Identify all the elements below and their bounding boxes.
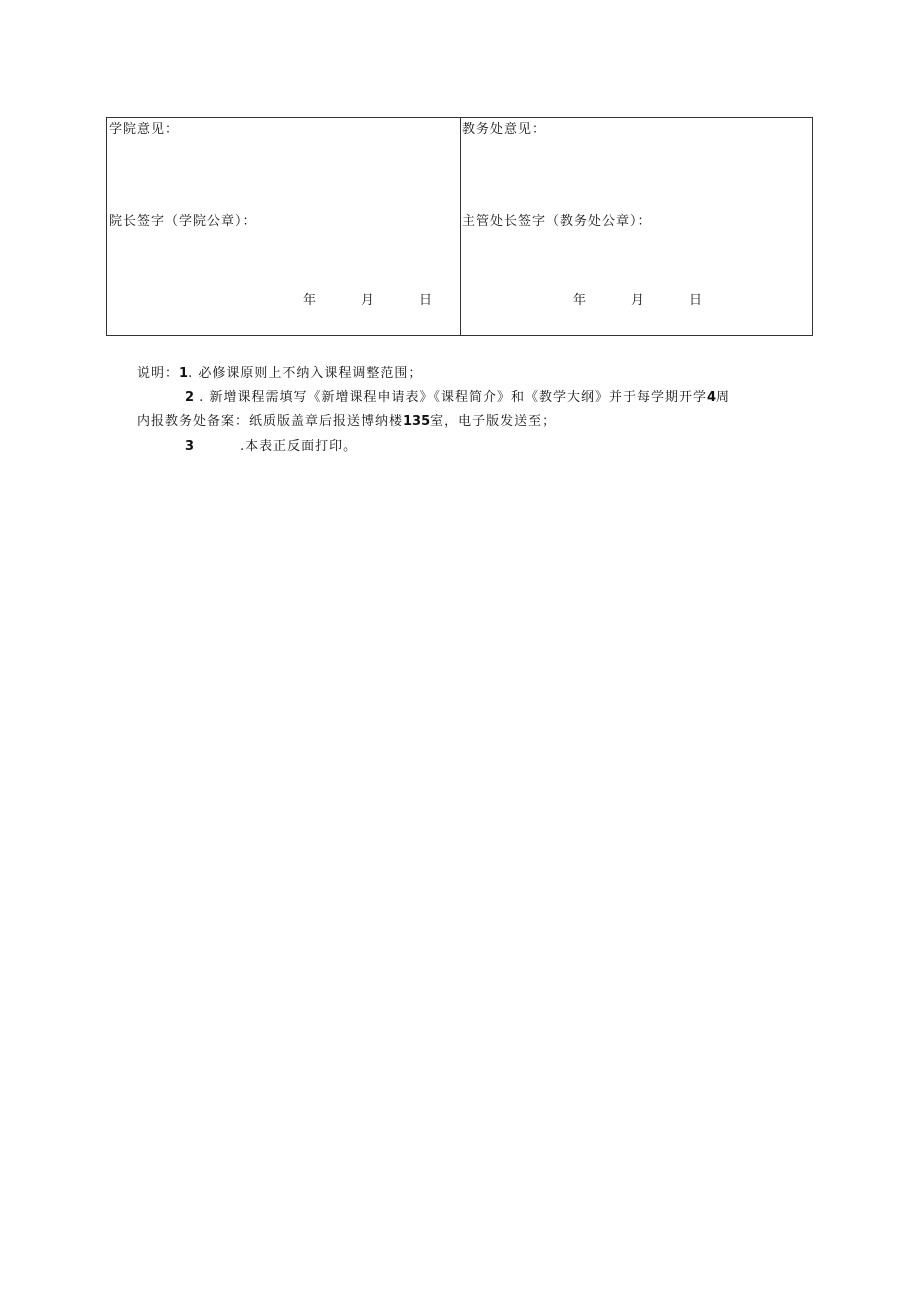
note-item-2-line-1 [185, 390, 730, 406]
note-item-2-line-2-text: 内报教务处备案：纸质版盖章后报送博纳楼 [137, 414, 404, 429]
college-opinion-label: 学院意见： [109, 122, 180, 137]
college-date-year: 年 [303, 293, 317, 308]
note-item-3 [185, 439, 357, 455]
note-item-3-text: .本表正反面打印。 [240, 439, 358, 454]
note-item-2-line-2-end: 室，电子版发送至； [430, 414, 557, 429]
office-date-year: 年 [573, 293, 587, 308]
college-signature-label: 院长签字（学院公章）： [109, 214, 257, 229]
note-item-2-line-2 [137, 414, 556, 430]
office-date-month: 月 [631, 293, 645, 308]
note-item-2-weeks: 4 [706, 390, 716, 405]
note-item-1 [137, 366, 422, 382]
note-item-2-number: 2 [185, 390, 195, 405]
note-item-1-text: . 必修课原则上不纳入课程调整范围； [188, 366, 423, 381]
office-date-day: 日 [689, 293, 703, 308]
approval-table [106, 117, 813, 336]
table-divider [460, 118, 461, 335]
note-item-2-text-end: 周 [716, 390, 731, 405]
note-item-1-number: 1 [179, 366, 189, 381]
note-item-3-number: 3 [185, 439, 195, 454]
note-item-2-room: 135 [403, 414, 431, 429]
college-date-month: 月 [361, 293, 375, 308]
college-date-day: 日 [419, 293, 433, 308]
office-opinion-label: 教务处意见： [462, 122, 547, 137]
note-item-2-text: . 新增课程需填写《新增课程申请表》《课程简介》和《教学大纲》并于每学期开学 [194, 390, 707, 405]
notes-prefix: 说明： [137, 366, 180, 381]
office-signature-label: 主管处长签字（教务处公章）： [462, 214, 652, 229]
